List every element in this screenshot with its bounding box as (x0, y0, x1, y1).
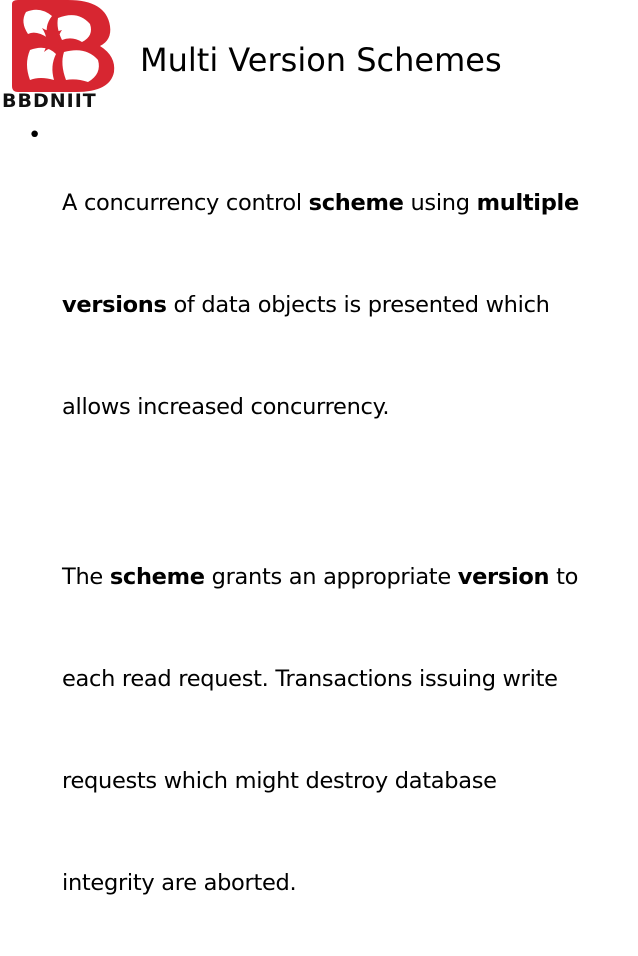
paragraph-2-line-4: integrity are aborted. (62, 870, 297, 896)
paragraph-1-line-3: allows increased concurrency. (62, 394, 390, 420)
text-run: A concurrency control (62, 190, 309, 216)
bbdniit-mark-icon (6, 0, 118, 92)
paragraph-2-line-2: each read request. Transactions issuing write (62, 666, 558, 692)
text-run: to (549, 564, 579, 590)
paragraph-2-line-3: requests which might destroy database (62, 768, 497, 794)
paragraph-1-line-2 (62, 288, 618, 322)
slide-body (28, 118, 618, 956)
bbdniit-logo (0, 0, 122, 118)
logo-text: BBDNIIT (2, 90, 97, 112)
text-run: grants an appropriate (204, 564, 458, 590)
paragraph-1-line-1 (62, 186, 618, 220)
bullet-icon: • (28, 122, 41, 148)
slide-title: Multi Version Schemes (140, 41, 502, 79)
text-run: of data objects is presented which (166, 292, 550, 318)
bold-term: scheme (109, 564, 205, 590)
bold-term: scheme (308, 190, 404, 216)
text-run: using (403, 190, 477, 216)
text-run: The (62, 564, 110, 590)
paragraph-1 (62, 118, 618, 492)
bold-term: multiple (476, 190, 579, 216)
bold-term: versions (62, 292, 167, 318)
paragraph-2 (62, 492, 618, 956)
bold-term: version (457, 564, 550, 590)
paragraph-2-line-1 (62, 560, 618, 594)
